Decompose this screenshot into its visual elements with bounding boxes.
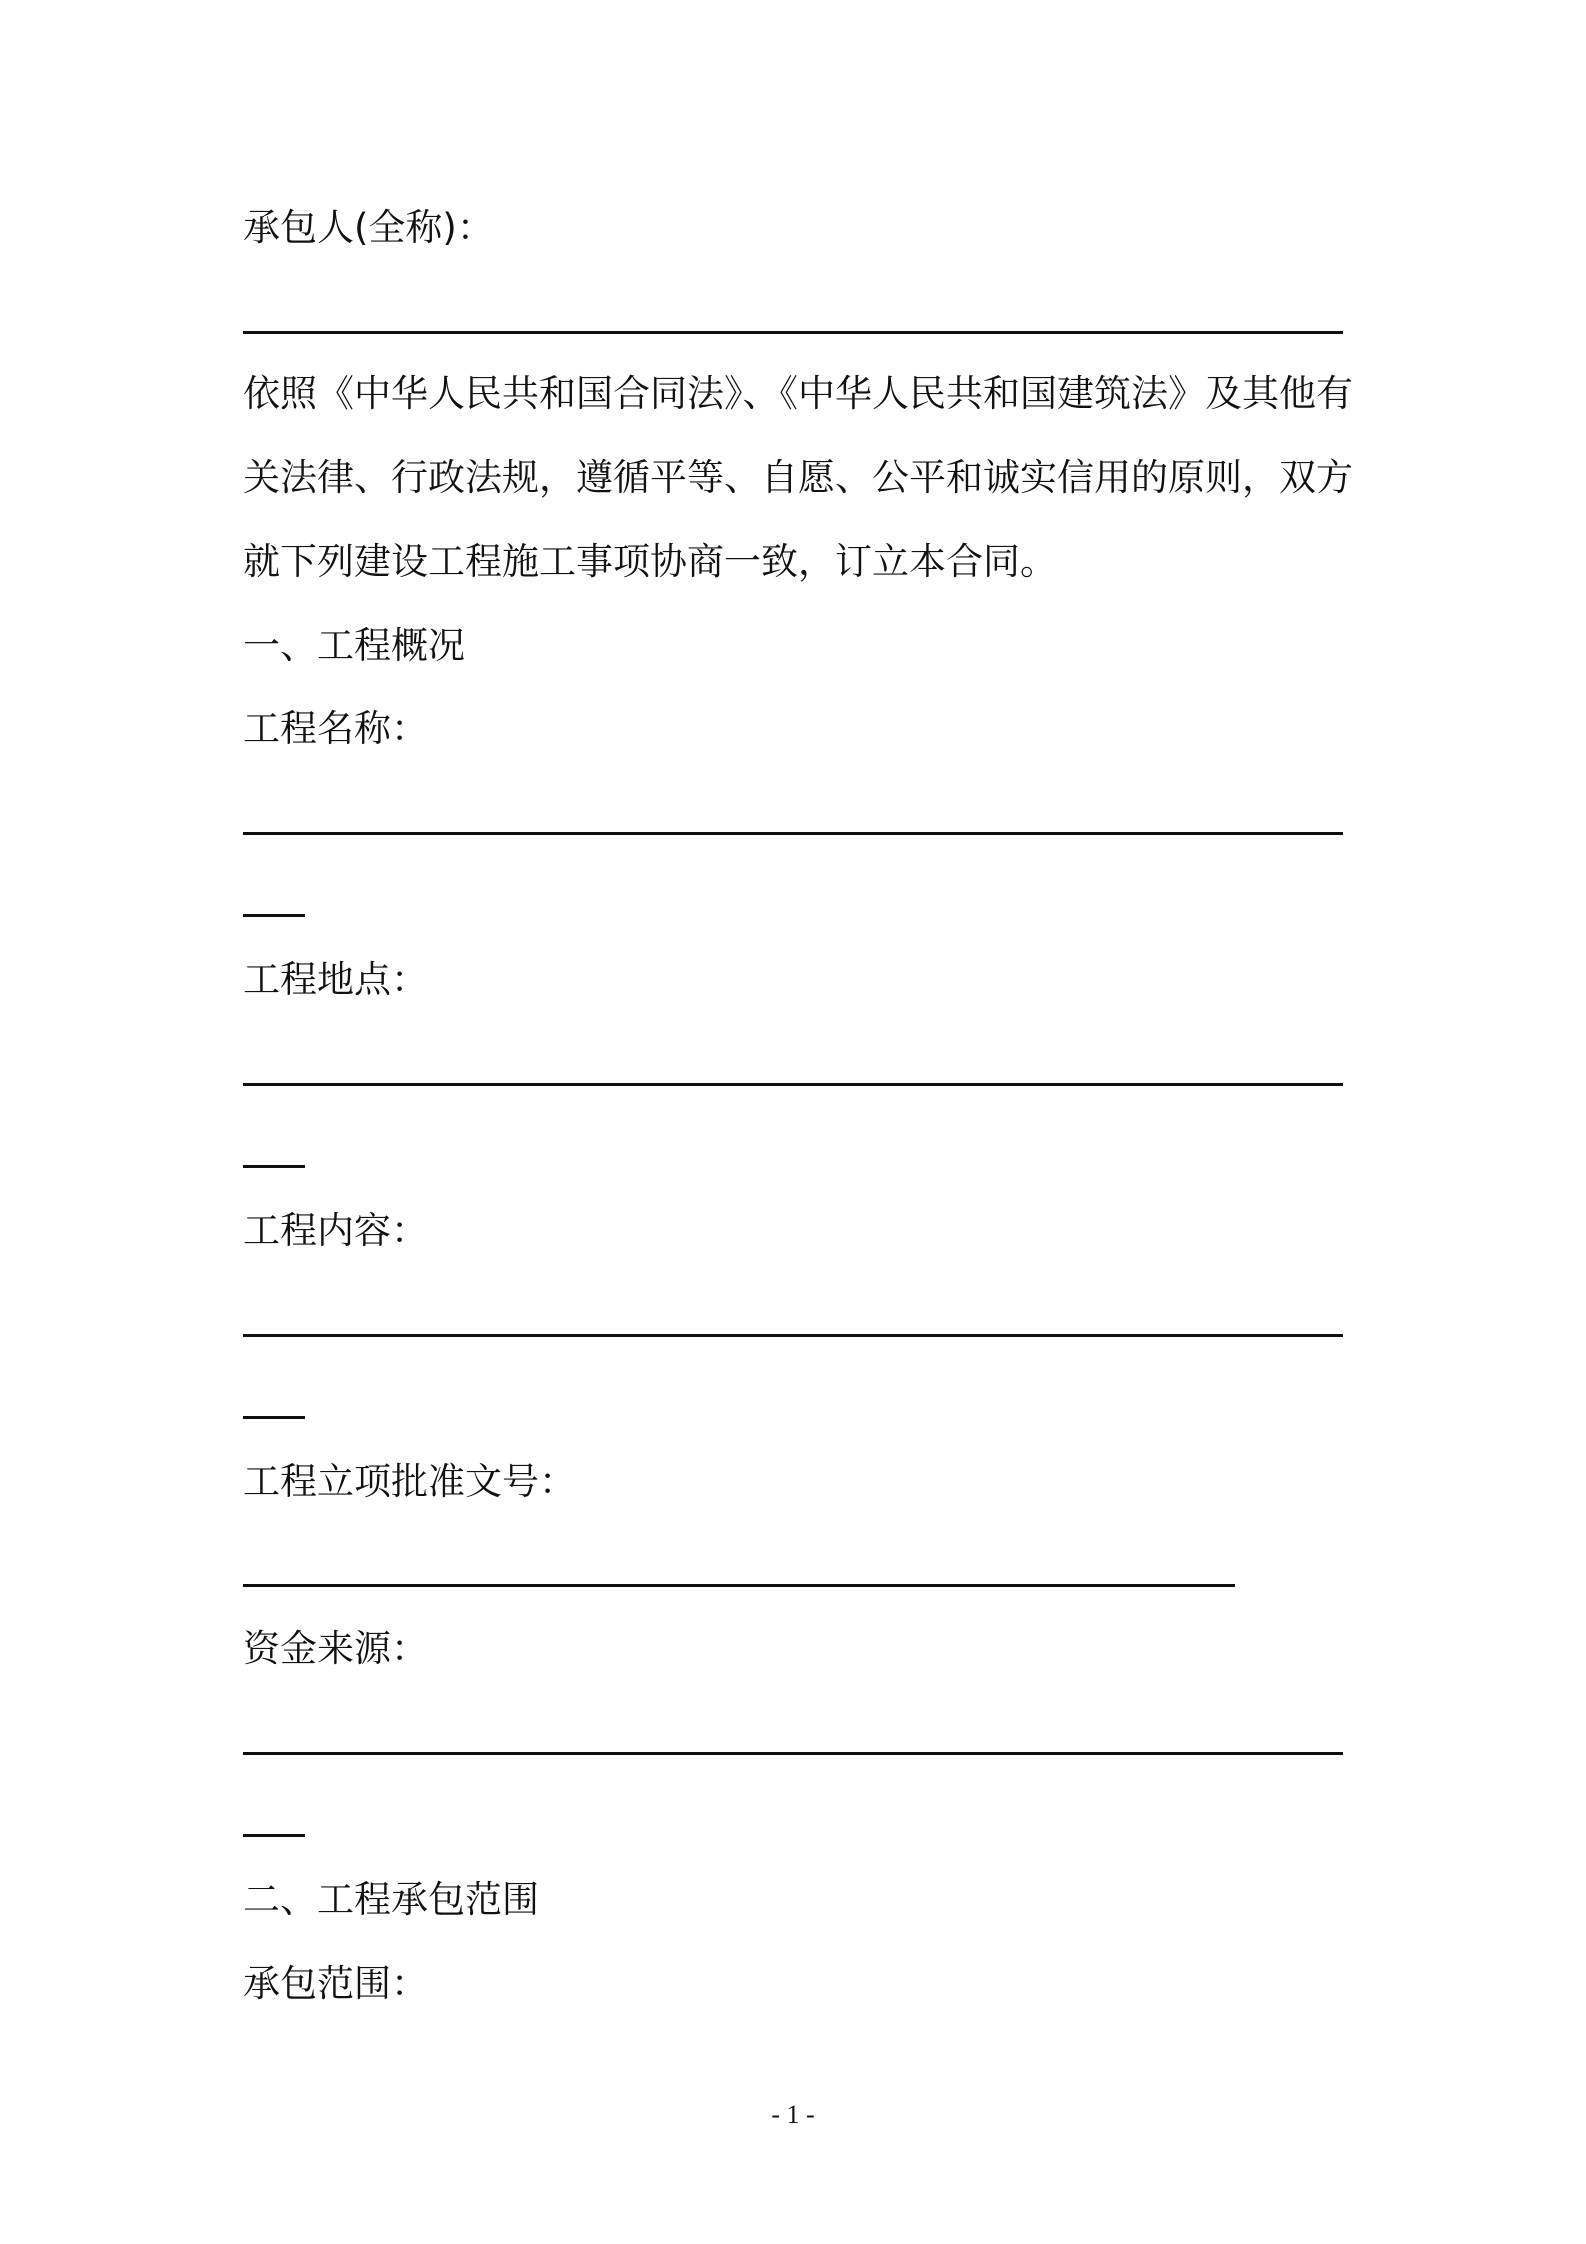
page-number: - 1 - [771, 2100, 815, 2129]
funding-source-blank-line-continued [243, 1834, 305, 1837]
project-content-label: 工程内容： [243, 1209, 428, 1252]
project-location-label: 工程地点： [243, 958, 428, 1001]
contractor-blank-line [243, 331, 1343, 334]
project-content-blank-line [243, 1334, 1343, 1337]
project-location-blank-line [243, 1083, 1343, 1086]
funding-source-label: 资金来源： [243, 1627, 428, 1670]
intro-line-3: 就下列建设工程施工事项协商一致，订立本合同。 [243, 540, 1057, 583]
intro-line-2: 关法律、行政法规，遵循平等、自愿、公平和诚实信用的原则，双方 [243, 456, 1353, 499]
approval-number-blank-line [243, 1584, 1235, 1587]
scope-label: 承包范围： [243, 1962, 428, 2005]
project-name-blank-line-continued [243, 914, 305, 917]
project-content-blank-line-continued [243, 1416, 305, 1419]
project-name-label: 工程名称： [243, 707, 428, 750]
project-name-blank-line [243, 832, 1343, 835]
intro-line-1: 依照《中华人民共和国合同法》、《中华人民共和国建筑法》及其他有 [243, 372, 1353, 415]
section-2-heading: 二、工程承包范围 [243, 1878, 539, 1921]
approval-number-label: 工程立项批准文号： [243, 1460, 576, 1503]
contractor-label: 承包人(全称)： [243, 206, 494, 249]
project-location-blank-line-continued [243, 1165, 305, 1168]
funding-source-blank-line [243, 1752, 1343, 1755]
section-1-heading: 一、工程概况 [243, 624, 465, 667]
